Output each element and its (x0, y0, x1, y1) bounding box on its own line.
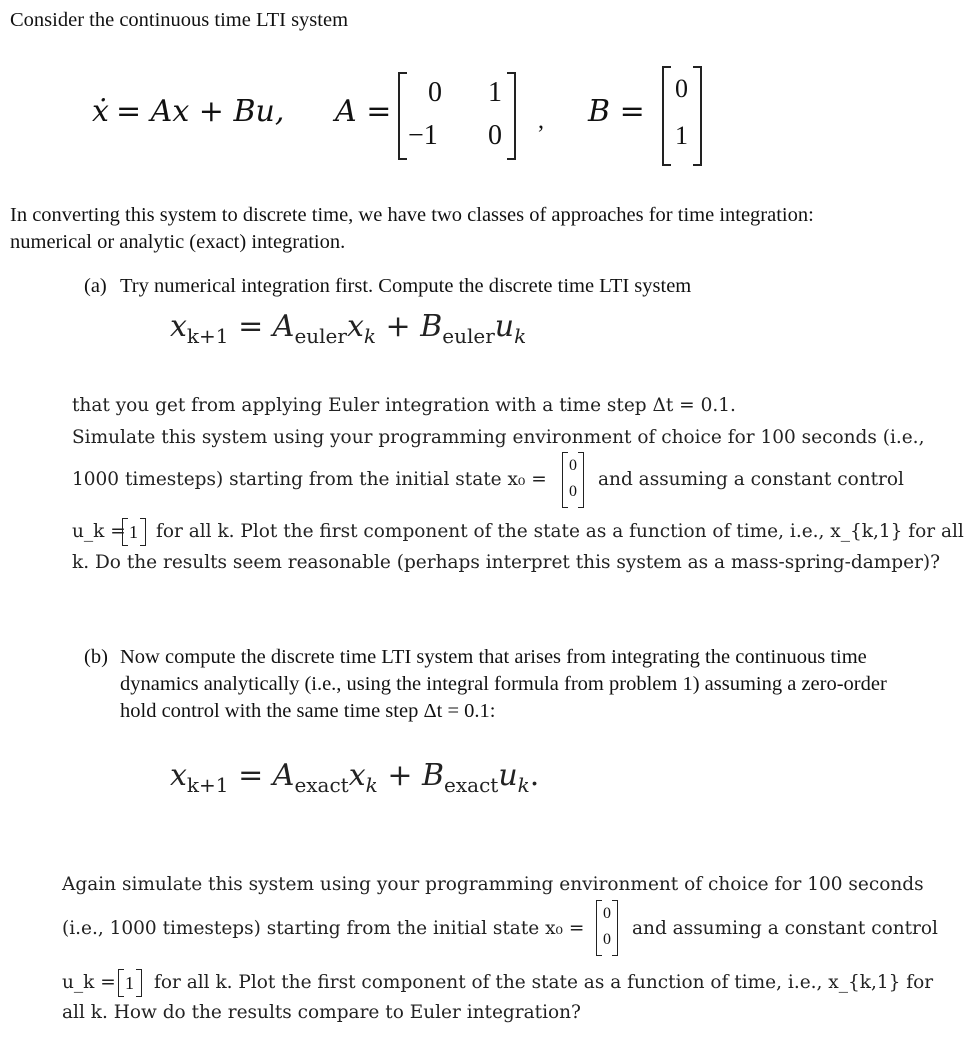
part-a-p4-right: for all k. Plot the first component of the state as a function of time, i.e., x_{k,1} for all (156, 521, 964, 542)
part-a-x0-vector: 0 0 (562, 452, 584, 508)
A-22: 0 (488, 120, 502, 151)
exact-equation: $x_{k+1} = A_{exact}x_k + B_{exact}u_k$. (170, 758, 540, 797)
vector-B (662, 66, 702, 166)
system-dynamics: = Ax + Bu, (116, 94, 285, 129)
part-a-label: (a) (84, 275, 107, 297)
part-b-u-vector: 1 (118, 969, 142, 997)
B-2: 1 (675, 121, 688, 150)
part-b-p3-right: for all k. Plot the first component of the state as a function of time, i.e., x_{k,1} for (154, 972, 934, 993)
matrix-A (398, 72, 516, 160)
A-label: A = (335, 94, 392, 129)
B-1: 0 (675, 74, 688, 103)
part-b-label: (b) (84, 646, 108, 668)
euler-equation: $x_{k+1} = A_{euler}x_k + B_{euler}u_k$ (170, 309, 527, 348)
part-a-u-vector: 1 (122, 518, 146, 546)
part-b-line-2: dynamics analytically (i.e., using the integral formula from problem 1) assuming a zero-order (120, 673, 887, 695)
part-b-line-1: Now compute the discrete time LTI system that arises from integrating the continuous time (120, 646, 867, 668)
part-a-p3-right: and assuming a constant control (598, 469, 904, 490)
xdot-symbol: ẋ (92, 94, 109, 129)
part-b-x0-vector: 0 0 (596, 900, 618, 956)
part-a-p2: Simulate this system using your programming environment of choice for 100 seconds (i.e., (72, 427, 925, 448)
A-21: −1 (408, 120, 438, 151)
B-label: B = (588, 94, 645, 129)
part-a-p4-left: u_k = (72, 521, 126, 542)
part-a-p3-left: 1000 timesteps) starting from the initial state x₀ = (72, 469, 547, 490)
part-b-line-3: hold control with the same time step Δt = 0.1: (120, 700, 496, 722)
part-a-heading: Try numerical integration first. Compute the discrete time LTI system (120, 275, 692, 297)
part-b-p3-left: u_k = (62, 972, 116, 993)
A-11: 0 (428, 77, 442, 108)
A-12: 1 (488, 77, 502, 108)
converting-line-2: numerical or analytic (exact) integration. (10, 231, 346, 253)
part-b-p4: all k. How do the results compare to Euler integration? (62, 1002, 581, 1023)
part-b-p2-right: and assuming a constant control (632, 918, 938, 939)
comma: , (538, 108, 544, 134)
intro-text: Consider the continuous time LTI system (10, 9, 349, 31)
part-a-p1: that you get from applying Euler integration with a time step Δt = 0.1. (72, 395, 736, 416)
part-b-p1: Again simulate this system using your programming environment of choice for 100 seconds (62, 874, 924, 895)
part-b-p2-left: (i.e., 1000 timesteps) starting from the initial state x₀ = (62, 918, 585, 939)
converting-line-1: In converting this system to discrete time, we have two classes of approaches for time integration: (10, 204, 814, 226)
part-a-p5: k. Do the results seem reasonable (perhaps interpret this system as a mass-spring-damper)? (72, 552, 941, 573)
